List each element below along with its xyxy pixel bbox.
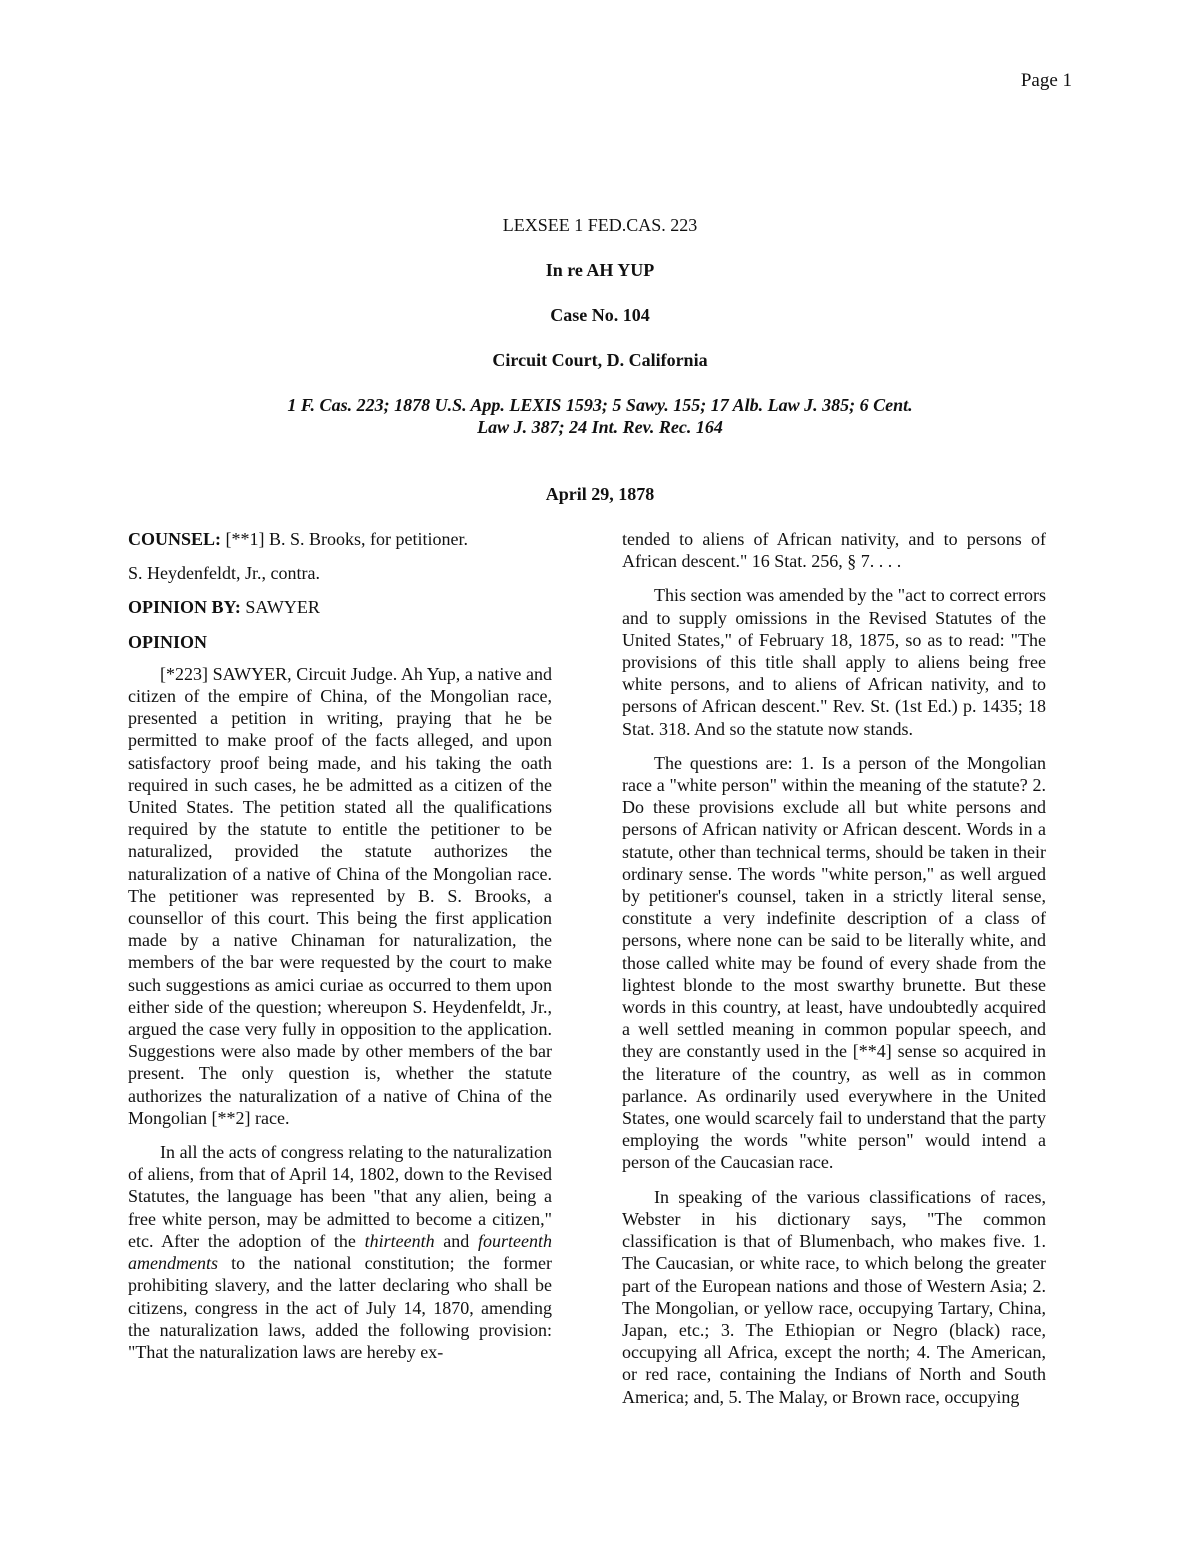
case-name: In re AH YUP [545,260,655,280]
opinion-paragraph-4: The questions are: 1. Is a person of the Mongolian race a "white person" within the meaning of the statute? 2. Do these provisions exclude all but white persons and persons of African nativity or African descent. Words in a statute, other than technical terms, should be taken in their ordinary sense. The words "white person," as well argued by petitioner's counsel, taken in a strictly literal sense, constitute a very indefinite description of a class of persons, where none can be said to be literally white, and those called white may be found of every shade from the lightest blonde to the most swarthy brunette. But these words in this country, at least, have undoubtedly acquired a well settled meaning in common popular speech, and they are constantly used in the [**4] sense so acquired in the literature of the country, as well as in common parlance. As ordinarily used everywhere in the United States, one would scarcely fail to understand that the party employing the words "white person" would intend a person of the Caucasian race. [622,752,1046,1173]
case-header [128,214,1072,505]
opinion-paragraph-5: In speaking of the various classifications of races, Webster in his dictionary says, "The common classification is that of Blumenbach, who makes five. 1. The Caucasian, or white race, to which belong the greater part of the European nations and those of Western Asia; 2. The Mongolian, or yellow race, occupying Tartary, China, Japan, etc.; 3. The Ethiopian or Negro (black) race, occupying all Africa, except the north; 4. The American, or red race, containing the Indians of North and South America; and, 5. The Malay, or Brown race, occupying [622,1186,1046,1407]
opinion-paragraph-2 [128,1141,552,1363]
counsel-line [128,528,552,550]
opinion-by-text: SAWYER [240,597,320,618]
citations [240,394,960,438]
opinion-by-line [128,596,552,618]
court-name: Circuit Court, D. California [492,350,708,370]
left-column [128,528,552,1375]
opinion-paragraph-3: This section was amended by the "act to correct errors and to supply omissions in the Revised Statutes of the United States," of February 18, 1875, so as to read: "The provisions of this title shall apply to aliens being free white persons, and to aliens of African nativity, and to persons of African descent." Rev. St. (1st Ed.) p. 1435; 18 Stat. 318. And so the statute now stands. [622,585,1046,739]
decision-date: April 29, 1878 [545,484,655,504]
paragraph-text: and [434,1230,478,1251]
paragraph-text: In all the acts of congress relating to the naturalization of aliens, from that of April 14, 1802, down to the Revised Statutes, the language has been "that any alien, being a free white person, may be admitted to become a citizen," etc. After the adoption of the [128,1142,552,1251]
opinion-paragraph-1: [*223] SAWYER, Circuit Judge. Ah Yup, a native and citizen of the empire of China, of the Mongolian race, presented a petition in writing, praying that he be permitted to make proof of the facts alleged, and upon satisfactory proof being made, and his taking the oath required in such cases, he be admitted as a citizen of the United States. The petition stated all the qualifications required by the statute to entitle the petitioner to be naturalized, provided the statute authorizes the naturalization of a native of China of the Mongolian race. The petitioner was represented by B. S. Brooks, a counsellor of this court. This being the first application made by a native Chinaman for naturalization, the members of the bar were requested by the court to make such suggestions as amici curiae as occurred to them upon either side of the question; whereupon S. Heydenfeldt, Jr., argued the case very fully in opposition to the application. Suggestions were also made by other members of the bar present. The only question is, whether the statute authorizes the naturalization of a native of China of the Mongolian [**2] race. [128,663,552,1128]
citations-line-2: Law J. 387; 24 Int. Rev. Rec. 164 [477,417,723,437]
italic-term: thirteenth [364,1230,435,1251]
right-column [622,528,1046,1420]
opinion-heading: OPINION [128,631,208,652]
italic-term: fourteenth amendments [128,1230,552,1274]
contra-line: S. Heydenfeldt, Jr., contra. [128,563,320,584]
paragraph-text: to the national constitution; the former prohibiting slavery, and the latter declaring who shall be citizens, congress in the act of July 14, 1870, amending the naturalization laws, added the following provision: "That the naturalization laws are hereby ex- [128,1253,552,1362]
opinion-paragraph-continued: tended to aliens of African nativity, and to persons of African descent." 16 Stat. 256, § 7. . . . [622,529,1046,572]
case-number: Case No. 104 [550,305,650,325]
counsel-text: [**1] B. S. Brooks, for petitioner. [221,529,468,549]
opinion-by-label: OPINION BY: [128,597,241,618]
lexsee-reference: LEXSEE 1 FED.CAS. 223 [502,215,698,235]
page-number: Page 1 [1020,70,1072,91]
citations-line-1: 1 F. Cas. 223; 1878 U.S. App. LEXIS 1593; 5 Sawy. 155; 17 Alb. Law J. 385; 6 Cent. [287,395,913,415]
counsel-label: COUNSEL: [128,529,222,549]
